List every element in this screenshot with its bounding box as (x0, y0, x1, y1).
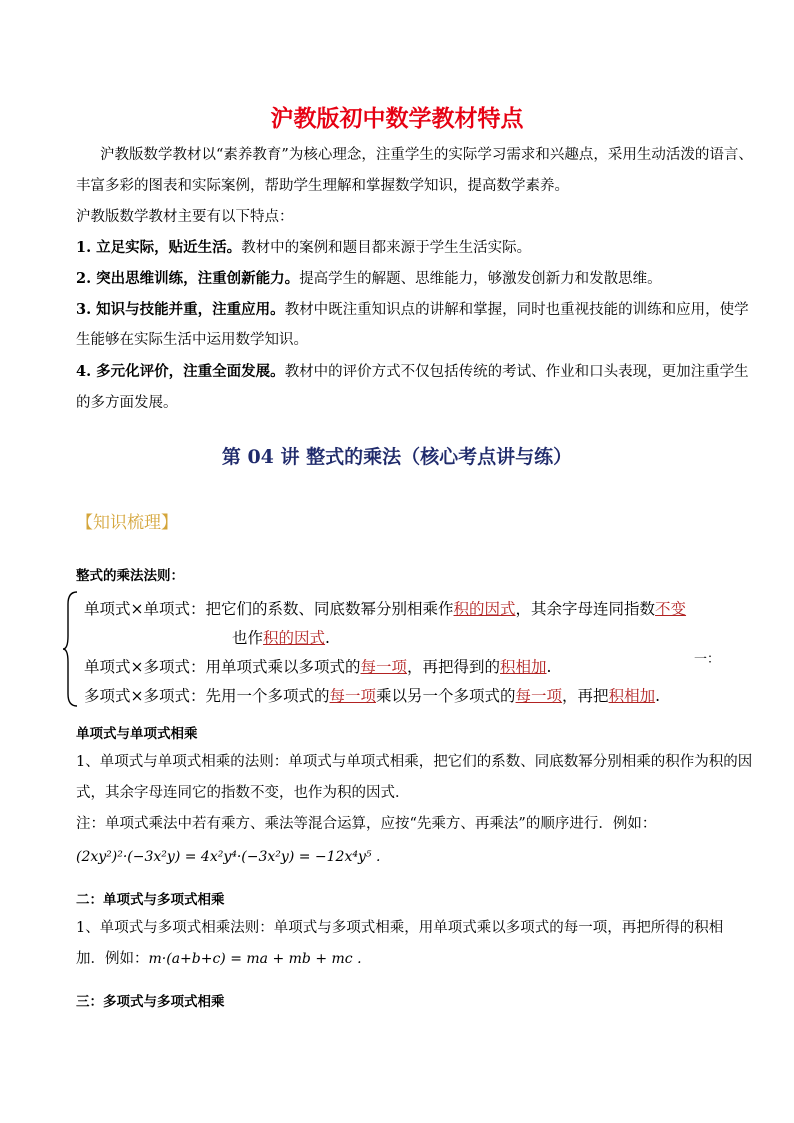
rule-text: . (546, 658, 552, 676)
section3-heading: 三：多项式与多项式相乘 (76, 994, 225, 1010)
left-brace-icon (62, 590, 80, 708)
rule-text: ，其余字母连同指数 (515, 600, 656, 618)
rule-text: 单项式×多项式：用单项式乘以多项式的 (84, 658, 361, 676)
rule-mono-mono (84, 597, 686, 619)
rule-text: . (655, 687, 661, 705)
rule-text: 乘以另一个多项式的 (376, 687, 516, 705)
rule-text: ，再把得到的 (407, 658, 501, 676)
rule-keyword: 每一项 (515, 687, 563, 705)
rule-keyword: 每一项 (360, 658, 408, 676)
rule-keyword: 不变 (655, 600, 687, 618)
section1-line-1: 1、单项式与单项式相乘的法则：单项式与单项式相乘，把它们的系数、同底数幂分别相乘的积作为积的因 (76, 754, 753, 770)
feature-text: 教材中既注重知识点的讲解和掌握，同时也重视技能的训练和应用，使学 (284, 302, 749, 318)
feature-item-3 (76, 300, 749, 320)
rules-heading: 整式的乘法法则： (76, 568, 184, 584)
section2-example-lead: 加．例如： (76, 951, 149, 967)
rule-poly-poly (84, 684, 660, 706)
rule-keyword: 积相加 (608, 687, 656, 705)
section2-heading: 二：单项式与多项式相乘 (76, 892, 225, 908)
section1-line-2: 式，其余字母连同它的指数不变，也作为积的因式． (76, 785, 410, 801)
intro-paragraph-line-2: 丰富多彩的图表和实际案例，帮助学生理解和掌握数学知识，提高数学素养。 (76, 178, 569, 194)
rule-mono-mono-cont (232, 626, 330, 648)
section2-line-1: 1、单项式与多项式相乘法则：单项式与多项式相乘，用单项式乘以多项式的每一项，再把所得的积相 (76, 920, 724, 936)
feature-item-4-cont: 的多方面发展。 (76, 395, 178, 411)
feature-item-1 (76, 238, 531, 258)
feature-item-4 (76, 362, 749, 382)
section1-heading: 单项式与单项式相乘 (76, 726, 198, 742)
lecture-title: 第 04 讲 整式的乘法（核心考点讲与练） (221, 446, 573, 468)
feature-text: 教材中的案例和题目都来源于学生生活实际。 (241, 240, 532, 256)
document-title: 沪教版初中数学教材特点 (270, 105, 524, 132)
feature-lead: 3. 知识与技能并重，注重应用。 (76, 301, 285, 318)
knowledge-heading: 【知识梳理】 (76, 513, 178, 533)
rule-keyword: 每一项 (329, 687, 377, 705)
section2-line-2 (76, 949, 362, 969)
rule-keyword: 积的因式 (453, 600, 516, 618)
section2-example-formula: m·(a+b+c) = ma + mb + mc . (148, 951, 362, 967)
feature-item-3-cont: 生能够在实际生活中运用数学知识。 (76, 332, 308, 348)
rule-text: 也作 (232, 629, 264, 647)
rule-text: . (325, 629, 330, 647)
feature-text: 提高学生的解题、思维能力，够激发创新力和发散思维。 (299, 271, 662, 287)
intro-features-lead: 沪教版数学教材主要有以下特点： (76, 209, 294, 225)
rule-keyword: 积的因式 (263, 629, 326, 647)
rule-keyword: 积相加 (500, 658, 547, 676)
feature-lead: 1. 立足实际，贴近生活。 (76, 239, 242, 256)
section1-example-formula: (2xy²)²·(−3x²y) = 4x²y⁴·(−3x²y) = −12x⁴y⁵ . (76, 849, 381, 865)
rule-text: 多项式×多项式：先用一个多项式的 (84, 687, 330, 705)
rule-mono-poly (84, 655, 551, 677)
intro-paragraph-line-1: 沪教版数学教材以“素养教育”为核心理念，注重学生的实际学习需求和兴趣点，采用生动活泼的语言、 (100, 147, 753, 163)
rule-text: 单项式×单项式：把它们的系数、同底数幂分别相乘作 (84, 600, 454, 618)
feature-item-2 (76, 269, 662, 289)
rule-text: ，再把 (562, 687, 609, 705)
feature-lead: 2. 突出思维训练，注重创新能力。 (76, 270, 300, 287)
rules-side-mark: 一： (694, 652, 721, 667)
feature-lead: 4. 多元化评价，注重全面发展。 (76, 363, 285, 380)
section1-note: 注：单项式乘法中若有乘方、乘法等混合运算，应按“先乘方、再乘法”的顺序进行．例如： (76, 816, 657, 832)
feature-text: 教材中的评价方式不仅包括传统的考试、作业和口头表现，更加注重学生 (284, 364, 749, 380)
